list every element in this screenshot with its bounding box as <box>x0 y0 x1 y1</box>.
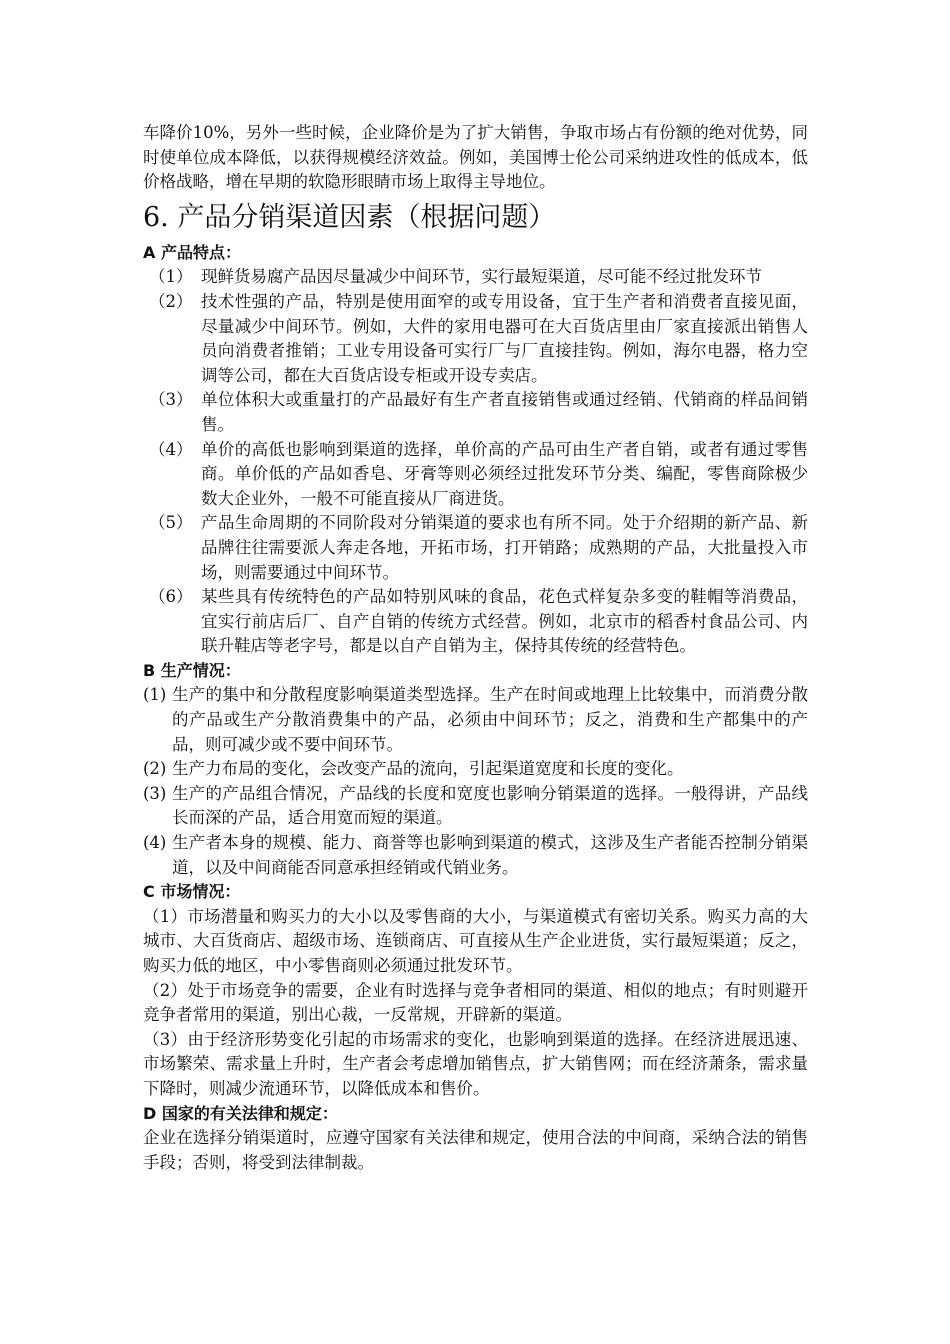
market-paragraph: （2）处于市场竞争的需要，企业有时选择与竞争者相同的渠道、相似的地点；有时则避开竞争者常用的渠道，别出心裁，一反常规，开辟新的渠道。 <box>143 980 808 1025</box>
list-item <box>143 683 808 757</box>
heading-product-features: A 产品特点： <box>143 242 241 262</box>
item-number: （2） <box>149 291 193 311</box>
intro-paragraph: 车降价10%，另外一些时候，企业降价是为了扩大销售，争取市场占有份额的绝对优势，同时使单位成本降低，以获得规模经济效益。例如，美国博士伦公司采纳进攻性的低成本，低价格战略，增在早期的软隐形眼睛市场上取得主导地位。 <box>143 123 808 192</box>
item-number: (4) <box>143 833 167 853</box>
heading-production: B 生产情况： <box>143 660 241 680</box>
item-number: （3） <box>149 390 193 410</box>
list-item <box>143 757 808 782</box>
item-text: 生产力布局的变化，会改变产品的流向，引起渠道宽度和长度的变化。 <box>172 759 684 779</box>
list-item <box>143 290 808 388</box>
item-text: 生产者本身的规模、能力、商誉等也影响到渠道的模式，这涉及生产者能否控制分销渠道，以及中间商能否同意承担经销或代销业务。 <box>172 833 808 877</box>
item-number: (1) <box>143 685 167 705</box>
section-title: 6. 产品分销渠道因素（根据问题） <box>143 201 556 233</box>
item-number: (3) <box>143 783 167 803</box>
item-number: (2) <box>143 759 167 779</box>
market-paragraph: （1）市场潜量和购买力的大小以及零售商的大小，与渠道模式有密切关系。购买力高的大城市、大百货商店、超级市场、连锁商店、可直接从生产企业进货，实行最短渠道；反之，购买力低的地区，中小零售商则必须通过批发环节。 <box>143 906 808 975</box>
list-item <box>143 831 808 880</box>
law-paragraph: 企业在选择分销渠道时，应遵守国家有关法律和规定，使用合法的中间商，采纳合法的销售手段；否则，将受到法律制裁。 <box>143 1128 808 1172</box>
list-item <box>143 585 808 659</box>
item-number: （6） <box>149 587 193 607</box>
market-paragraph: （3）由于经济形势变化引起的市场需求的变化，也影响到渠道的选择。在经济进展迅速、市场繁荣、需求量上升时，生产者会考虑增加销售点，扩大销售网；而在经济萧条，需求量下降时，则减少流通环节，以降低成本和售价。 <box>143 1029 808 1098</box>
item-text: 某些具有传统特色的产品如特别风味的食品，花色式样复杂多变的鞋帽等消费品，宜实行前店后厂、自产自销的传统方式经营。例如，北京市的稻香村食品公司、内联升鞋店等老字号，都是以自产自销为主，保持其传统的经营特色。 <box>201 587 808 656</box>
list-item <box>143 782 808 831</box>
item-number: （5） <box>149 513 193 533</box>
item-text: 生产的集中和分散程度影响渠道类型选择。生产在时间或地理上比较集中，而消费分散的产品或生产分散消费集中的产品，必须由中间环节；反之，消费和生产都集中的产品，则可减少或不要中间环节。 <box>172 685 808 754</box>
list-item <box>143 511 808 585</box>
item-text: 产品生命周期的不同阶段对分销渠道的要求也有所不同。处于介绍期的新产品、新品牌往往需要派人奔走各地，开拓市场，打开销路；成熟期的产品，大批量投入市场，则需要通过中间环节。 <box>201 513 808 582</box>
heading-market: C 市场情况： <box>143 882 241 902</box>
item-text: 现鲜货易腐产品因尽量减少中间环节，实行最短渠道，尽可能不经过批发环节 <box>201 267 762 287</box>
document-body <box>143 121 808 1175</box>
item-text: 单价的高低也影响到渠道的选择，单价高的产品可由生产者自销，或者有通过零售商。单价低的产品如香皂、牙膏等则必须经过批发环节分类、编配，零售商除极少数大企业外，一般不可能直接从厂商进货。 <box>201 439 808 508</box>
item-number: （4） <box>149 439 193 459</box>
list-item <box>143 438 808 512</box>
list-item <box>143 388 808 437</box>
heading-law: D 国家的有关法律和规定： <box>143 1103 338 1123</box>
item-text: 单位体积大或重量打的产品最好有生产者直接销售或通过经销、代销商的样品间销售。 <box>201 390 808 434</box>
list-item <box>143 265 808 290</box>
item-text: 技术性强的产品，特别是使用面窄的或专用设备，宜于生产者和消费者直接见面，尽量减少中间环节。例如，大件的家用电器可在大百货店里由厂家直接派出销售人员向消费者推销；工业专用设备可实行厂与厂直接挂钩。例如，海尔电器，格力空调等公司，都在大百货店设专柜或开设专卖店。 <box>201 291 808 385</box>
item-number: （1） <box>149 267 193 287</box>
item-text: 生产的产品组合情况，产品线的长度和宽度也影响分销渠道的选择。一般得讲，产品线长而深的产品，适合用宽而短的渠道。 <box>172 783 808 828</box>
